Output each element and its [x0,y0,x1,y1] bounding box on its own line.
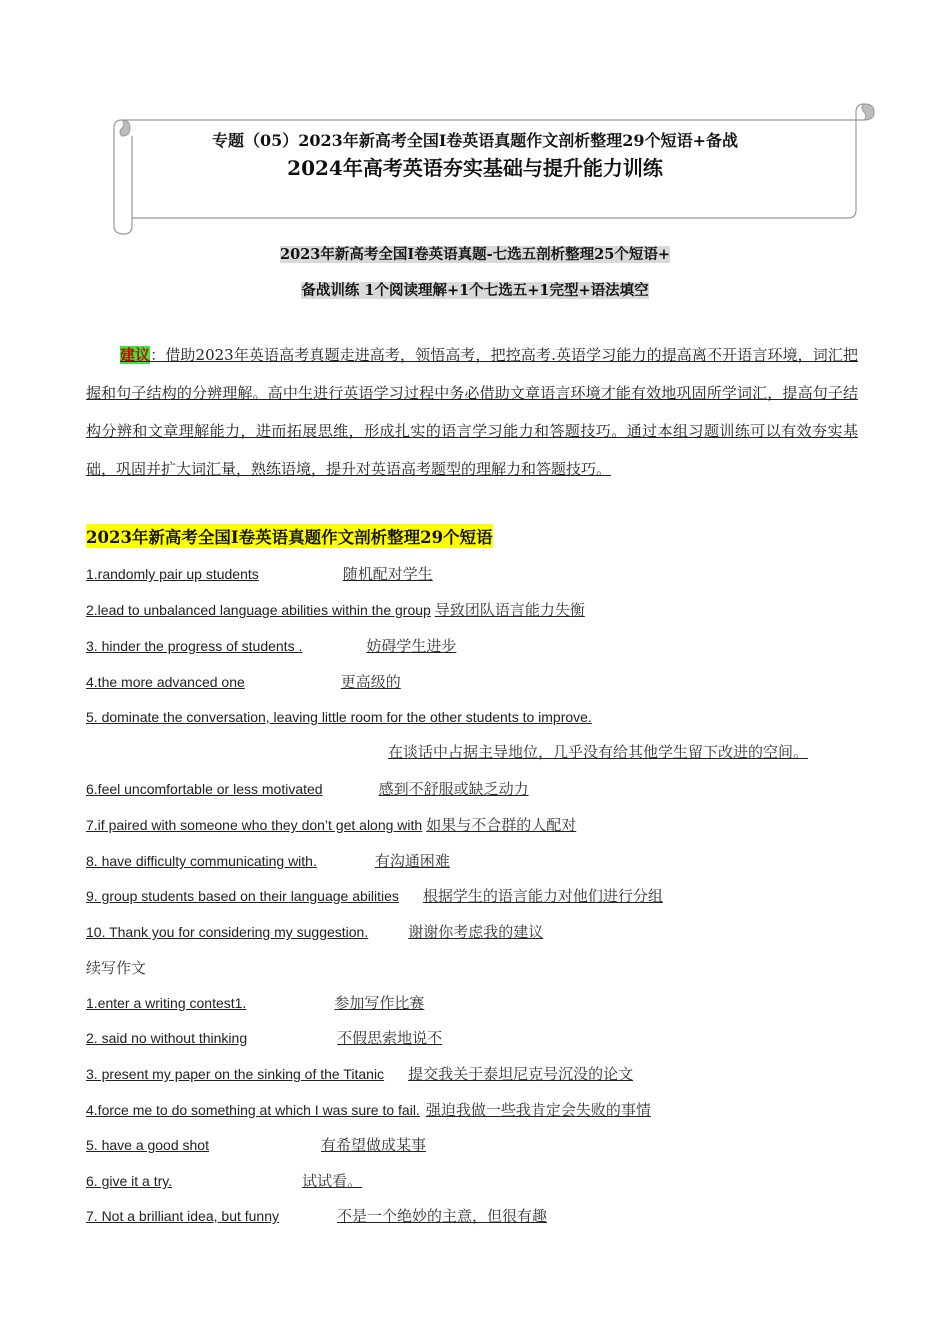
subtitle-line2: 备战训练 1个阅读理解+1个七选五+1完型+语法填空 [301,282,649,299]
continuation-line: 7. Not a brilliant idea, but funny 不是一个绝妙的主意，但很有趣 [86,1207,548,1225]
advice-paragraph [86,336,858,488]
banner-title-line1: 专题（05）2023年新高考全国Ⅰ卷英语真题作文剖析整理29个短语+备战 [212,131,738,150]
phrase-line: 1.randomly pair up students 随机配对学生 [86,565,433,583]
phrase-line-translation: 在谈话中占据主导地位，几乎没有给其他学生留下改进的空间。 [388,743,809,761]
banner-title-line2: 2024年高考英语夯实基础与提升能力训练 [287,156,663,180]
phrase-line: 9. group students based on their language abilities 根据学生的语言能力对他们进行分组 [86,887,663,905]
subtitle-line1: 2023年新高考全国Ⅰ卷英语真题-七选五剖析整理25个短语+ [280,246,670,263]
advice-text: ：借助2023年英语高考真题走进高考，领悟高考，把控高考.英语学习能力的提高离不开语言环境，词汇把握和句子结构的分辨理解。高中生进行英语学习过程中务必借助文章语言环境才能有效地巩固所学词汇，提高句子结构分辨和文章理解能力，进而拓展思维，形成扎实的语言学习能力和答题技巧。通过本组习题训练可以有效夯实基础，巩固并扩大词汇量，熟练语境，提升对英语高考题型的理解力和答题技巧。 [86,346,858,478]
continuation-line: 6. give it a try. 试试看。 [86,1172,363,1190]
continuation-line: 1.enter a writing contest1. 参加写作比赛 [86,994,425,1012]
phrase-line: 8. have difficulty communicating with. 有沟通困难 [86,852,450,870]
section-title: 2023年新高考全国Ⅰ卷英语真题作文剖析整理29个短语 [86,524,493,548]
continuation-line: 5. have a good shot 有希望做成某事 [86,1136,427,1154]
phrase-line: 2.lead to unbalanced language abilities within the group 导致团队语言能力失衡 [86,601,585,619]
continuation-line: 2. said no without thinking 不假思索地说不 [86,1029,443,1047]
phrase-line: 7.if paired with someone who they don’t get along with 如果与不合群的人配对 [86,816,577,834]
phrase-line: 6.feel uncomfortable or less motivated 感到不舒服或缺乏动力 [86,780,529,798]
phrase-line: 5. dominate the conversation, leaving little room for the other students to improve. [86,709,592,725]
continuation-line: 3. present my paper on the sinking of the Titanic 提交我关于泰坦尼克号沉没的论文 [86,1065,634,1083]
phrase-line: 3. hinder the progress of students . 妨碍学生进步 [86,637,457,655]
phrase-line: 4.the more advanced one 更高级的 [86,673,401,691]
phrase-line: 10. Thank you for considering my suggestion. 谢谢你考虑我的建议 [86,923,544,941]
continuation-line: 4.force me to do something at which I was sure to fail. 强迫我做一些我肯定会失败的事情 [86,1101,651,1119]
advice-label: 建议 [120,346,151,364]
continuation-label: 续写作文 [86,959,147,977]
